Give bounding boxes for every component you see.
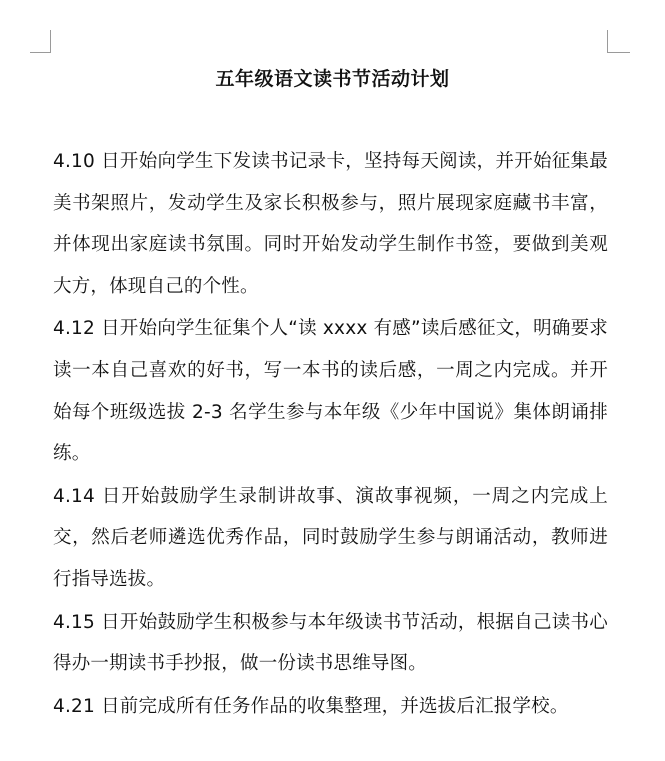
paragraph-4-10: 4.10 日开始向学生下发读书记录卡，坚持每天阅读，并开始征集最美书架照片，发动学生及家长积极参与，照片展现家庭藏书丰富，并体现出家庭读书氛围。同时开始发动学生制作书签，要做到美观大方，体现自己的个性。 (53, 151, 608, 297)
margin-corner-top-left (30, 30, 51, 53)
paragraph-4-12: 4.12 日开始向学生征集个人“读 xxxx 有感”读后感征文，明确要求读一本自己喜欢的好书，写一本书的读后感，一周之内完成。并开始每个班级选拔 2-3 名学生参与本年级《少年中国说》集体朗诵排练。 (53, 318, 608, 465)
paragraph-4-15: 4.15 日开始鼓励学生积极参与本年级读书节活动，根据自己读书心得办一期读书手抄报，做一份读书思维导图。 (53, 611, 608, 675)
document-body (53, 141, 608, 728)
paragraph-4-14: 4.14 日开始鼓励学生录制讲故事、演故事视频，一周之内完成上交，然后老师遴选优秀作品，同时鼓励学生参与朗诵活动，教师进行指导选拔。 (53, 485, 608, 590)
margin-corner-top-right (607, 30, 630, 53)
paragraph-4-21: 4.21 日前完成所有任务作品的收集整理，并选拔后汇报学校。 (53, 695, 569, 717)
document-title: 五年级语文读书节活动计划 (215, 68, 450, 90)
